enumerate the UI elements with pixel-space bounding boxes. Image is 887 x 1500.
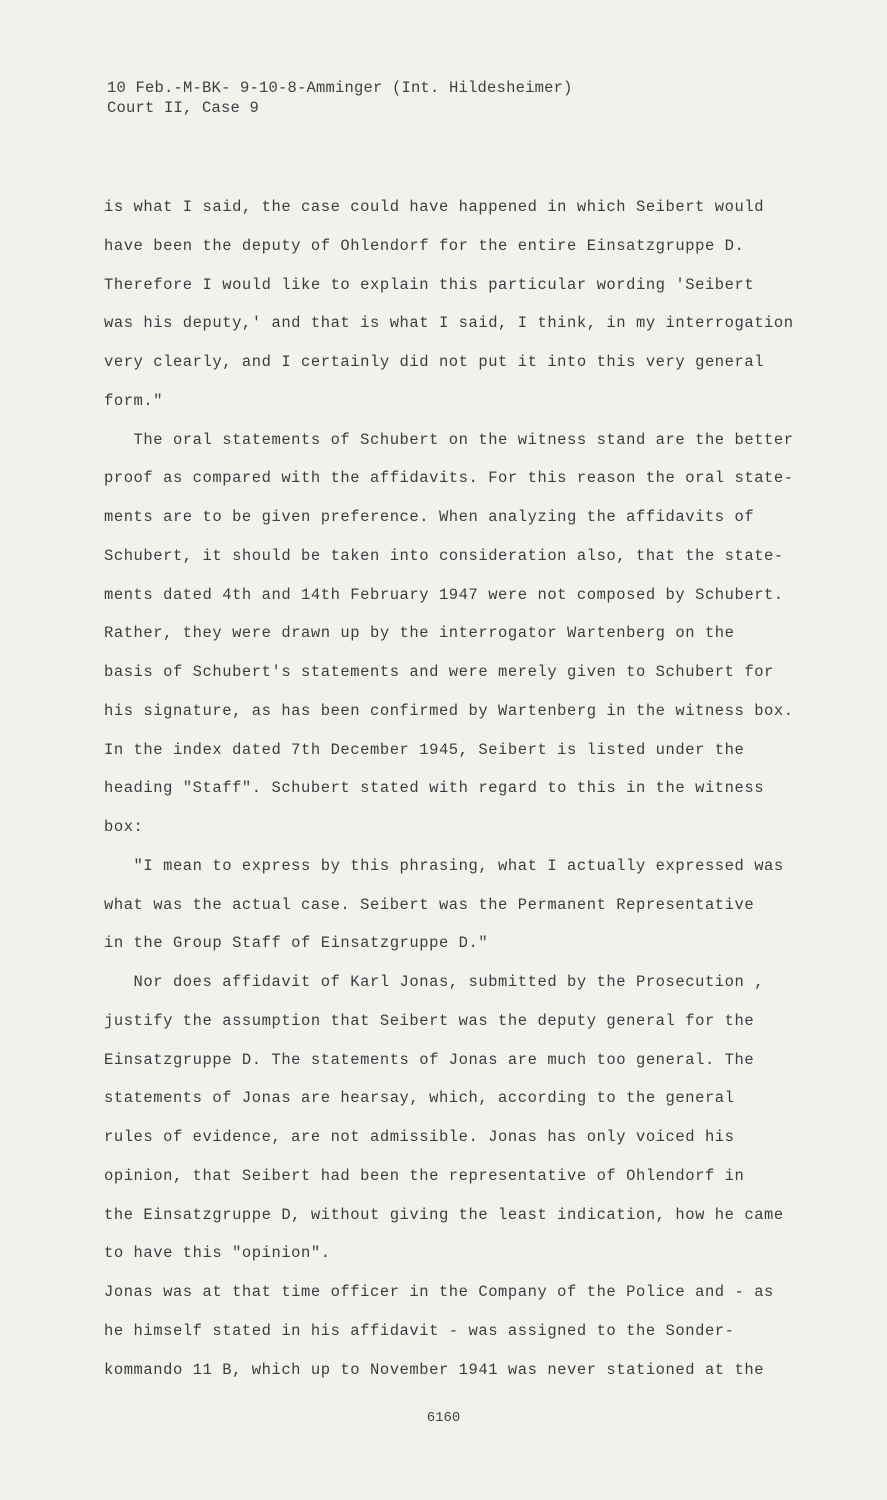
body-line: Therefore I would like to explain this particular wording 'Seibert [104,275,755,294]
page-number: 6160 [426,1410,461,1426]
body-line: "I mean to express by this phrasing, what I actually expressed was [104,856,784,875]
body-line: basis of Schubert's statements and were merely given to Schubert for [104,663,774,681]
body-line: Einsatzgruppe D. The statements of Jonas are much too general. The [104,1050,755,1069]
body-line: ments dated 4th and 14th February 1947 were not composed by Schubert. [104,585,784,604]
body-line: box: [104,818,144,836]
body-line: In the index dated 7th December 1945, Seibert is listed under the [104,740,745,759]
body-line: in the Group Staff of Einsatzgruppe D." [104,934,489,953]
body-line: rules of evidence, are not admissible. Jonas has only voiced his [104,1128,735,1146]
body-line: Nor does affidavit of Karl Jonas, submitted by the Prosecution , [104,973,765,991]
body-line: the Einsatzgruppe D, without giving the least indication, how he came [104,1205,784,1224]
body-line: The oral statements of Schubert on the witness stand are the better [104,430,794,449]
body-line: ments are to be given preference. When analyzing the affidavits of [104,508,755,526]
body-line: Schubert, it should be taken into consideration also, that the state- [104,546,784,565]
body-line: what was the actual case. Seibert was the Permanent Representative [104,895,755,914]
header-court-line: Court II, Case 9 [107,99,260,117]
document-header [107,78,573,118]
body-line: Rather, they were drawn up by the interrogator Wartenberg on the [104,624,735,643]
body-line: have been the deputy of Ohlendorf for the entire Einsatzgruppe D. [104,236,745,255]
body-line: very clearly, and I certainly did not put it into this very general [104,353,765,371]
header-reference-line: 10 Feb.-M-BK- 9-10-8-Amminger (Int. Hildesheimer) [107,79,573,97]
body-line: he himself stated in his affidavit - was assigned to the Sonder- [104,1321,735,1340]
body-line: proof as compared with the affidavits. For this reason the oral state- [104,469,794,488]
body-line: opinion, that Seibert had been the representative of Ohlendorf in [104,1166,745,1185]
body-line: to have this "opinion". [104,1244,331,1263]
body-line: statements of Jonas are hearsay, which, according to the general [104,1089,735,1108]
body-line: kommando 11 B, which up to November 1941 was never stationed at the [104,1360,765,1379]
document-body [104,194,804,1395]
body-line: heading "Staff". Schubert stated with regard to this in the witness [104,779,765,798]
body-line: is what I said, the case could have happened in which Seibert would [104,198,765,216]
body-line: justify the assumption that Seibert was the deputy general for the [104,1011,755,1030]
body-line: was his deputy,' and that is what I said, I think, in my interrogation [104,314,794,333]
body-line: form." [104,391,164,410]
body-line: Jonas was at that time officer in the Company of the Police and - as [104,1283,774,1301]
body-line: his signature, as has been confirmed by Wartenberg in the witness box. [104,701,794,720]
